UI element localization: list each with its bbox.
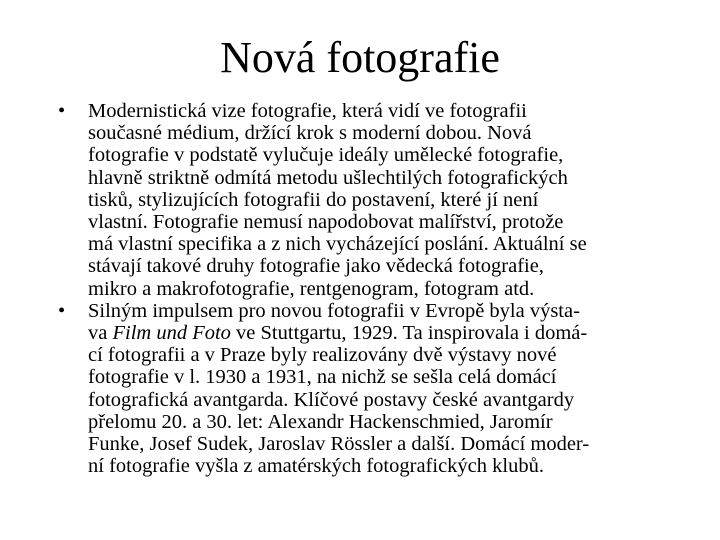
bullet-2-line-1: Silným impulsem pro novou fotografii v Evropě byla výsta- xyxy=(88,299,580,322)
bullet-1-line-8: stávají takové druhy fotografie jako vědecká fotografie, xyxy=(88,255,544,278)
bullet-2-line-3: cí fotografii a v Praze byly realizovány dvě výstavy nové xyxy=(88,344,557,367)
bullet-1-line-9: mikro a makrofotografie, rentgenogram, fotogram atd. xyxy=(88,277,535,300)
bullet-2-line-2-pre: va xyxy=(88,322,113,345)
bullet-dot-icon: • xyxy=(58,299,66,322)
bullet-1-line-5: tisků, stylizujících fotografii do postavení, které jí není xyxy=(88,188,539,211)
bullet-list xyxy=(58,100,698,477)
bullet-2-line-5: fotografická avantgarda. Klíčové postavy české avantgardy xyxy=(88,388,575,411)
bullet-2-line-7: Funke, Josef Sudek, Jaroslav Rössler a další. Domácí moder- xyxy=(88,433,590,456)
bullet-2-line-8: ní fotografie vyšla z amatérských fotografických klubů. xyxy=(88,455,544,478)
bullet-dot-icon: • xyxy=(58,100,66,122)
bullet-1-line-6: vlastní. Fotografie nemusí napodobovat malířství, protože xyxy=(88,211,564,234)
bullet-item-2 xyxy=(58,300,698,478)
bullet-2-line-6: přelomu 20. a 30. let: Alexandr Hackenschmied, Jaromír xyxy=(88,410,553,433)
bullet-2-line-2 xyxy=(88,322,698,344)
bullet-2-line-2-post: ve Stuttgartu, 1929. Ta inspirovala i domá- xyxy=(230,322,588,345)
bullet-1-line-1: Modernistická vize fotografie, která vidí ve fotografii xyxy=(88,100,527,122)
exhibition-title: Film und Foto xyxy=(112,322,231,345)
bullet-1-line-7: má vlastní specifika a z nich vycházející poslání. Aktuální se xyxy=(88,233,587,256)
bullet-2-line-4: fotografie v l. 1930 a 1931, na nichž se sešla celá domácí xyxy=(88,366,557,389)
slide-title: Nová fotografie xyxy=(220,33,500,82)
bullet-item-1 xyxy=(58,100,698,300)
bullet-1-line-2: současné médium, držící krok s moderní dobou. Nová xyxy=(88,122,532,145)
bullet-1-line-4: hlavně striktně odmítá metodu ušlechtilých fotografických xyxy=(88,166,568,189)
bullet-1-line-3: fotografie v podstatě vylučuje ideály umělecké fotografie, xyxy=(88,144,564,167)
